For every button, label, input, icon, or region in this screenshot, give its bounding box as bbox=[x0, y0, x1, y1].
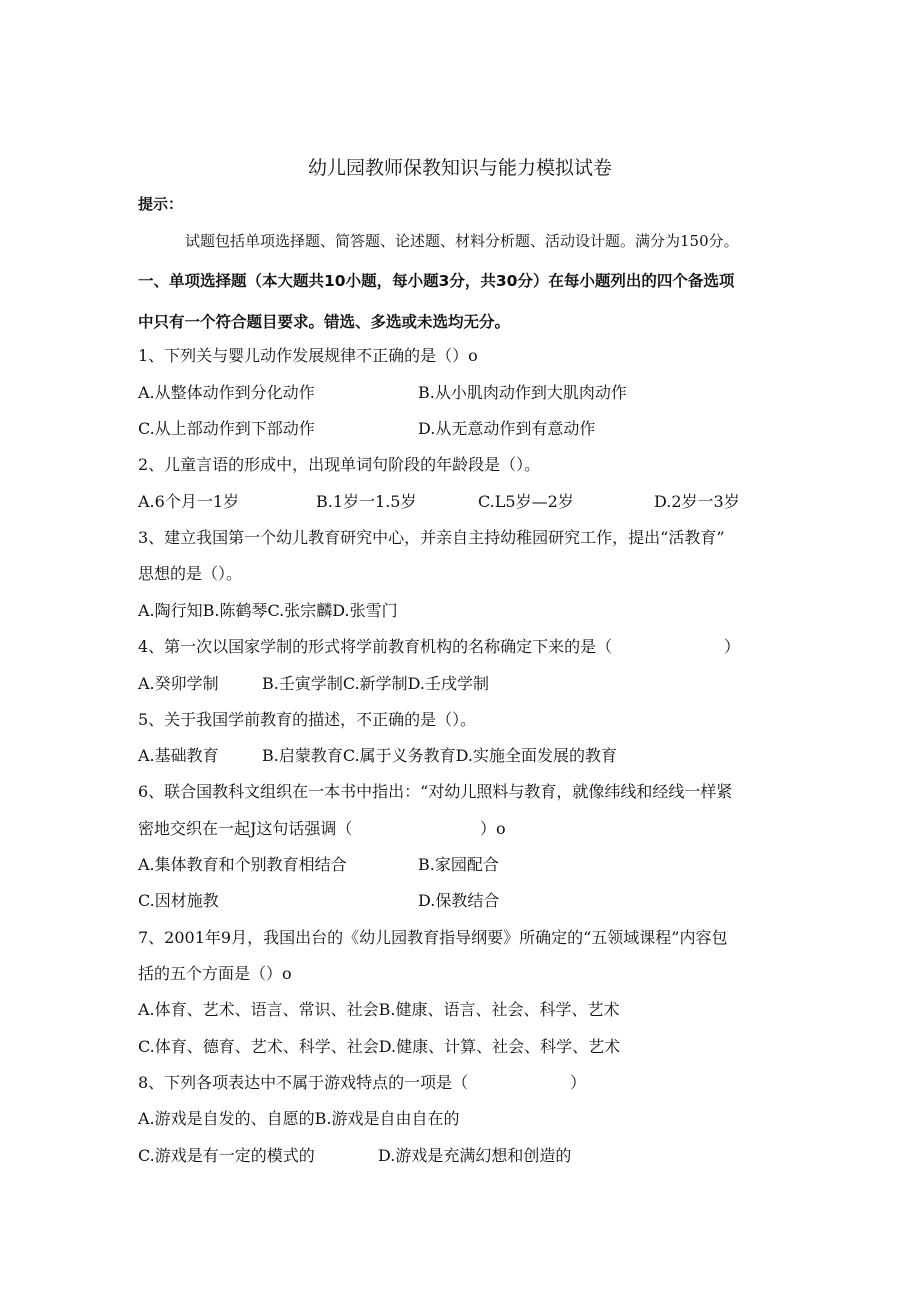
question-8-option-d: D.游戏是充满幻想和创造的 bbox=[378, 1146, 572, 1165]
question-6-stem-line1: 6、联合国教科文组织在一本书中指出：“对幼儿照料与教育，就像纬线和经线一样紧 bbox=[138, 782, 733, 801]
question-1-option-c: C.从上部动作到下部动作 bbox=[138, 419, 315, 438]
question-7-stem-line2: 括的五个方面是（）o bbox=[138, 964, 292, 983]
question-3-options: A.陶行知B.陈鹤琴C.张宗麟D.张雪门 bbox=[138, 601, 398, 620]
question-2-option-b: B.1岁一1.5岁 bbox=[316, 492, 417, 511]
question-7-options-line1: A.体育、艺术、语言、常识、社会B.健康、语言、社会、科学、艺术 bbox=[138, 1000, 620, 1019]
page-title: 幼儿园教师保教知识与能力模拟试卷 bbox=[307, 157, 612, 179]
question-4-options-rest: B.壬寅学制C.新学制D.壬戌学制 bbox=[262, 674, 489, 693]
question-8-stem: 8、下列各项表达中不属于游戏特点的一项是（ bbox=[138, 1073, 469, 1092]
question-1-option-a: A.从整体动作到分化动作 bbox=[138, 383, 315, 402]
section-heading-line2: 中只有一个符合题目要求。错选、多选或未选均无分。 bbox=[138, 313, 511, 331]
question-8-options-line1: A.游戏是自发的、自愿的B.游戏是自由自在的 bbox=[138, 1109, 460, 1128]
question-5-stem: 5、关于我国学前教育的描述，不正确的是（）。 bbox=[138, 710, 477, 729]
question-4-stem: 4、第一次以国家学制的形式将学前教育机构的名称确定下来的是（ bbox=[138, 637, 613, 656]
question-8-option-c: C.游戏是有一定的模式的 bbox=[138, 1146, 315, 1165]
question-7-stem-line1: 7、2001年9月，我国出台的《幼儿园教育指导纲要》所确定的“五领域课程”内容包 bbox=[138, 928, 728, 947]
question-2-stem: 2、儿童言语的形成中，出现单词句阶段的年龄段是（）。 bbox=[138, 455, 541, 474]
question-3-stem-line2: 思想的是（）。 bbox=[138, 564, 243, 583]
question-2-option-c: C.L5岁—2岁 bbox=[478, 492, 574, 511]
question-4-stem-close: ） bbox=[724, 637, 741, 656]
question-1-option-b: B.从小肌肉动作到大肌肉动作 bbox=[418, 383, 627, 402]
question-6-option-d: D.保教结合 bbox=[418, 891, 500, 910]
question-6-option-c: C.因材施教 bbox=[138, 891, 219, 910]
question-2-option-d: D.2岁一3岁 bbox=[654, 492, 740, 511]
question-7-options-line2: C.体育、德育、艺术、科学、社会D.健康、计算、社会、科学、艺术 bbox=[138, 1037, 621, 1056]
question-4-option-a: A.癸卯学制 bbox=[138, 674, 219, 693]
tip-label: 提示： bbox=[138, 195, 184, 213]
question-5-option-a: A.基础教育 bbox=[138, 746, 219, 765]
question-8-stem-close: ） bbox=[570, 1073, 587, 1092]
question-6-stem-close: ）o bbox=[480, 819, 506, 838]
question-6-option-a: A.集体教育和个别教育相结合 bbox=[138, 855, 347, 874]
question-6-option-b: B.家园配合 bbox=[418, 855, 499, 874]
question-1-option-d: D.从无意动作到有意动作 bbox=[418, 419, 596, 438]
question-3-stem-line1: 3、建立我国第一个幼儿教育研究中心，并亲自主持幼稚园研究工作，提出“活教育” bbox=[138, 528, 725, 547]
question-2-option-a: A.6个月一1岁 bbox=[138, 492, 240, 511]
question-6-stem-line2: 密地交织在一起J这句话强调（ bbox=[138, 819, 353, 838]
question-5-options-rest: B.启蒙教育C.属于义务教育D.实施全面发展的教育 bbox=[262, 746, 617, 765]
intro-text: 试题包括单项选择题、简答题、论述题、材料分析题、活动设计题。满分为150分。 bbox=[185, 232, 739, 250]
question-1-stem: 1、下列关与婴儿动作发展规律不正确的是（）o bbox=[138, 346, 478, 365]
section-heading-line1: 一、单项选择题（本大题共10小题，每小题3分，共30分）在每小题列出的四个备选项 bbox=[138, 272, 735, 290]
